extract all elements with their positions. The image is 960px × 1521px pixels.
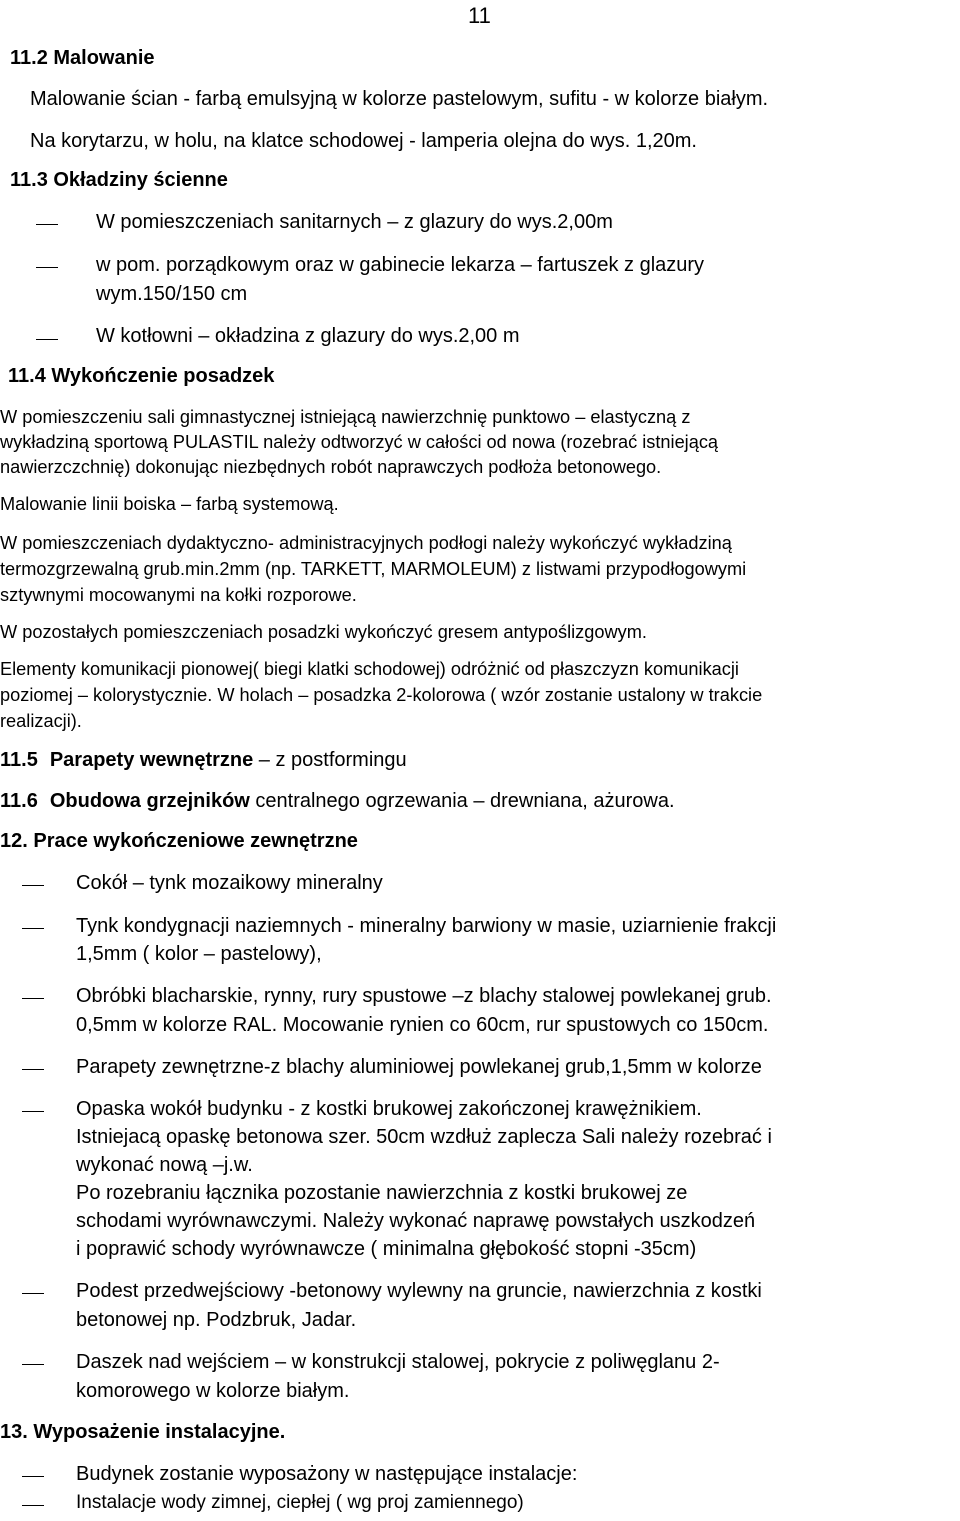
list-item: Opaska wokół budynku - z kostki brukowej zakończonej krawężnikiem.	[76, 1098, 702, 1120]
section-heading-13: 13. Wyposażenie instalacyjne.	[0, 1421, 286, 1443]
paragraph-line: W pomieszczeniach dydaktyczno- administracyjnych podłogi należy wykończyć wykładziną	[0, 533, 732, 553]
paragraph-line: termozgrzewalną grub.min.2mm (np. TARKETT, MARMOLEUM) z listwami przypodłogowymi	[0, 559, 747, 579]
section-title: Parapety wewnętrzne	[49, 749, 254, 771]
dash-bullet	[22, 885, 44, 886]
list-item: Cokół – tynk mozaikowy mineralny	[76, 872, 383, 894]
section-heading-11-4: 11.4 Wykończenie posadzek	[8, 365, 275, 387]
page-number: 11	[468, 3, 491, 28]
list-item: Obróbki blacharskie, rynny, rury spustowe –z blachy stalowej powlekanej grub.	[76, 985, 772, 1007]
text-line: Na korytarzu, w holu, na klatce schodowej - lamperia olejna do wys. 1,20m.	[30, 130, 697, 152]
dash-bullet	[22, 1505, 44, 1506]
dash-bullet	[22, 1476, 44, 1477]
section-line-11-5	[0, 749, 407, 772]
section-line-11-6	[0, 790, 675, 813]
dash-bullet	[22, 1293, 44, 1294]
paragraph-line: Malowanie linii boiska – farbą systemową.	[0, 494, 339, 514]
list-item-continuation: schodami wyrównawczymi. Należy wykonać naprawę powstałych uszkodzeń	[76, 1210, 756, 1232]
list-item-continuation: Istniejacą opaskę betonowa szer. 50cm wzdłuż zaplecza Sali należy rozebrać i	[76, 1126, 772, 1148]
list-item-continuation: wykonać nową –j.w.	[76, 1154, 253, 1176]
list-item: Daszek nad wejściem – w konstrukcji stalowej, pokrycie z poliwęglanu 2-	[76, 1351, 720, 1373]
paragraph-line: realizacji).	[0, 711, 82, 731]
list-item-continuation: komorowego w kolorze białym.	[76, 1380, 350, 1402]
paragraph-line: nawierzczchnię) dokonując niezbędnych robót naprawczych podłoża betonowego.	[0, 457, 662, 477]
text-line: Malowanie ścian - farbą emulsyjną w kolorze pastelowym, sufitu - w kolorze białym.	[30, 88, 769, 110]
dash-bullet	[22, 998, 44, 999]
section-heading-11-3: 11.3 Okładziny ścienne	[10, 169, 228, 191]
paragraph-line: wykładziną sportową PULASTIL należy odtworzyć w całości od nowa (rozebrać istniejącą	[0, 432, 719, 452]
paragraph-line: W pozostałych pomieszczeniach posadzki wykończyć gresem antypoślizgowym.	[0, 622, 647, 642]
section-title: Obudowa grzejników	[49, 790, 250, 812]
section-text: – z postformingu	[253, 749, 407, 771]
section-heading-12: 12. Prace wykończeniowe zewnętrzne	[0, 830, 358, 852]
section-text: centralnego ogrzewania – drewniana, ażurowa.	[249, 790, 675, 812]
list-item: Instalacje wody zimnej, ciepłej ( wg proj zamiennego)	[76, 1492, 524, 1513]
list-item-continuation: wym.150/150 cm	[96, 283, 248, 305]
dash-bullet	[22, 1069, 44, 1070]
section-heading-11-2: 11.2 Malowanie	[10, 47, 155, 69]
list-item: W kotłowni – okładzina z glazury do wys.2,00 m	[96, 325, 520, 347]
dash-bullet	[36, 224, 58, 225]
list-item-continuation: 1,5mm ( kolor – pastelowy),	[76, 943, 322, 965]
paragraph-line: poziomej – kolorystycznie. W holach – posadzka 2-kolorowa ( wzór zostanie ustalony w trakcie	[0, 685, 763, 705]
list-item: W pomieszczeniach sanitarnych – z glazury do wys.2,00m	[96, 211, 613, 233]
dash-bullet	[22, 1111, 44, 1112]
paragraph-line: Elementy komunikacji pionowej( biegi klatki schodowej) odróżnić od płaszczyzn komunikacji	[0, 659, 739, 679]
section-number: 11.5	[0, 749, 38, 771]
list-item: Tynk kondygnacji naziemnych - mineralny barwiony w masie, uziarnienie frakcji	[76, 915, 777, 937]
list-item: Budynek zostanie wyposażony w następujące instalacje:	[76, 1463, 578, 1485]
list-item-continuation: 0,5mm w kolorze RAL. Mocowanie rynien co 60cm, rur spustowych co 150cm.	[76, 1014, 769, 1036]
paragraph-line: W pomieszczeniu sali gimnastycznej istniejącą nawierzchnię punktowo – elastyczną z	[0, 407, 691, 427]
section-number: 11.6	[0, 790, 38, 812]
list-item-continuation: betonowej np. Podzbruk, Jadar.	[76, 1309, 357, 1331]
list-item: Parapety zewnętrzne-z blachy aluminiowej powlekanej grub,1,5mm w kolorze	[76, 1056, 762, 1078]
dash-bullet	[36, 267, 58, 268]
list-item-continuation: i poprawić schody wyrównawcze ( minimalna głębokość stopni -35cm)	[76, 1238, 697, 1260]
dash-bullet	[22, 1364, 44, 1365]
dash-bullet	[36, 339, 58, 340]
dash-bullet	[22, 928, 44, 929]
list-item: w pom. porządkowym oraz w gabinecie lekarza – fartuszek z glazury	[96, 254, 705, 276]
list-item-continuation: Po rozebraniu łącznika pozostanie nawierzchnia z kostki brukowej ze	[76, 1182, 688, 1204]
list-item: Podest przedwejściowy -betonowy wylewny na gruncie, nawierzchnia z kostki	[76, 1280, 762, 1302]
paragraph-line: sztywnymi mocowanymi na kołki rozporowe.	[0, 585, 357, 605]
